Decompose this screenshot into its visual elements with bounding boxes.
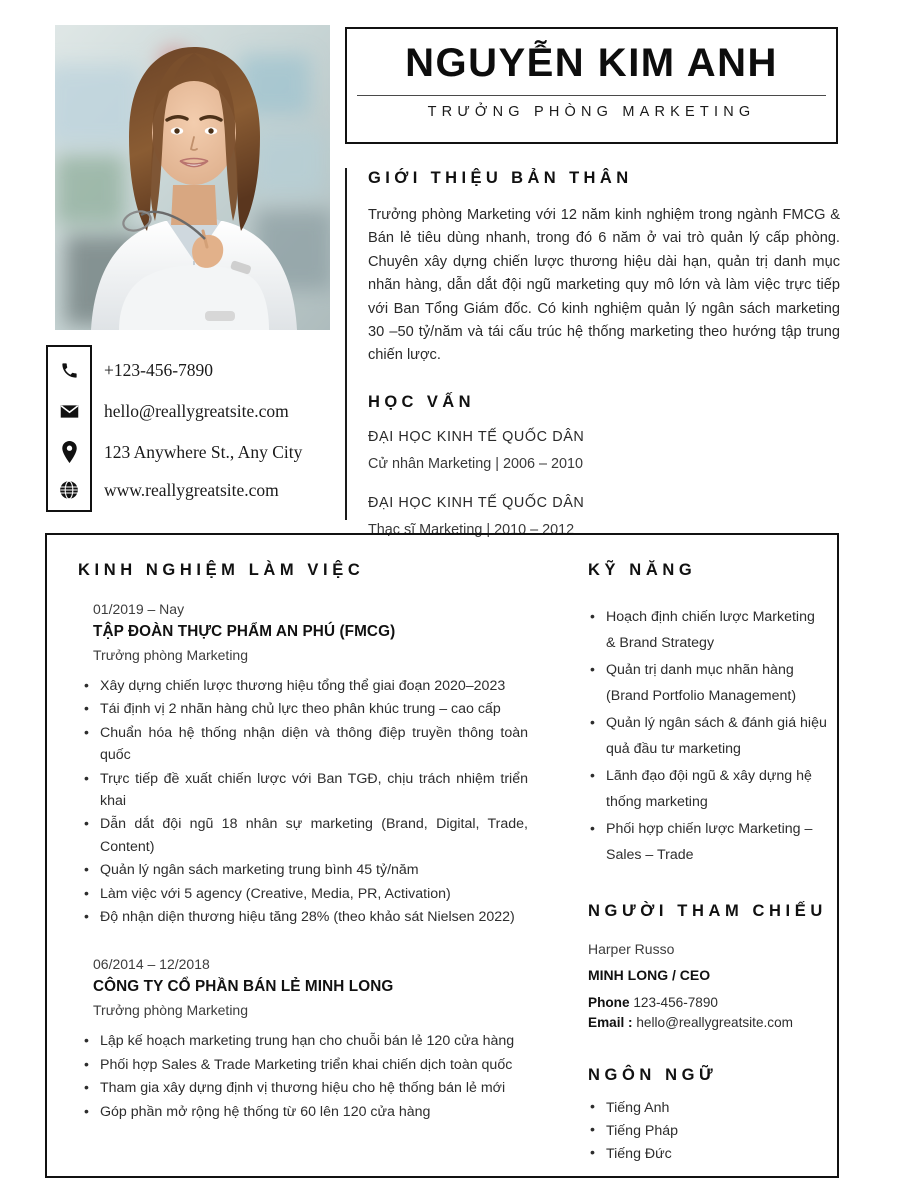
profile-photo [55, 25, 330, 330]
education-school: ĐẠI HỌC KINH TẾ QUỐC DÂN [368, 494, 585, 511]
experience-bullet: • Độ nhận diện thương hiệu tăng 28% (theo khảo sát Nielsen 2022) [78, 906, 528, 928]
language-item: • Tiếng Anh [588, 1097, 828, 1120]
education-item [368, 426, 848, 475]
contact-website-value: www.reallygreatsite.com [104, 479, 279, 500]
languages-list [588, 1097, 828, 1166]
skill-item: • Lãnh đạo đội ngũ & xây dựng hệ thống marketing [588, 764, 828, 815]
experience-bullet: • Xây dựng chiến lược thương hiệu tổng thể giai đoạn 2020–2023 [78, 675, 528, 697]
references-section-title: NGƯỜI THAM CHIẾU [588, 902, 827, 920]
experience-bullet: • Tham gia xây dựng định vị thương hiệu cho hệ thống bán lẻ mới [78, 1077, 528, 1099]
experience-column [78, 557, 528, 1124]
experience-bullet: • Lập kế hoạch marketing trung hạn cho chuỗi bán lẻ 120 cửa hàng [78, 1030, 528, 1052]
email-icon [46, 401, 92, 422]
education-section-title: HỌC VẤN [368, 392, 475, 411]
reference-email-value: hello@reallygreatsite.com [636, 1014, 793, 1030]
experience-bullet-list [78, 1030, 528, 1123]
experience-item [78, 954, 528, 1123]
experience-item [78, 599, 528, 928]
experience-section-title: KINH NGHIỆM LÀM VIỆC [78, 561, 365, 579]
experience-bullet: • Trực tiếp đề xuất chiến lược với Ban TGĐ, chịu trách nhiệm triển khai [78, 768, 528, 813]
contact-item-phone[interactable] [46, 349, 346, 391]
reference-phone-label: Phone [588, 995, 630, 1010]
experience-bullet: • Tái định vị 2 nhãn hàng chủ lực theo phân khúc trung – cao cấp [78, 698, 528, 720]
header-name-box [345, 27, 838, 144]
contact-item-website[interactable] [46, 469, 346, 511]
experience-company: TẬP ĐOÀN THỰC PHẨM AN PHÚ (FMCG) [93, 623, 396, 640]
reference-phone-value: 123-456-7890 [633, 995, 718, 1010]
skills-list [588, 605, 828, 868]
experience-bullet-list [78, 675, 528, 928]
experience-bullet: • Chuẩn hóa hệ thống nhận diện và thông điệp truyền thông toàn quốc [78, 722, 528, 767]
education-degree: Thạc sĩ Marketing | 2010 – 2012 [368, 521, 575, 538]
about-education-column [368, 166, 848, 541]
education-degree: Cử nhân Marketing | 2006 – 2010 [368, 455, 583, 472]
reference-email-row [588, 1013, 828, 1033]
profile-photo-image [55, 25, 330, 330]
globe-icon [46, 480, 92, 500]
phone-icon [46, 361, 92, 380]
skill-item: • Hoạch định chiến lược Marketing & Brand Strategy [588, 605, 828, 656]
location-pin-icon [46, 441, 92, 463]
about-section-title: GIỚI THIỆU BẢN THÂN [368, 169, 633, 187]
reference-phone-row [588, 993, 828, 1013]
contact-email-value: hello@reallygreatsite.com [104, 400, 289, 421]
reference-email-label: Email : [588, 1014, 633, 1030]
language-item: • Tiếng Pháp [588, 1120, 828, 1143]
contact-item-email[interactable] [46, 390, 346, 432]
experience-date: 06/2014 – 12/2018 [93, 956, 210, 973]
experience-bullet: • Làm việc với 5 agency (Creative, Media, PR, Activation) [78, 883, 528, 905]
experience-role: Trưởng phòng Marketing [93, 647, 248, 663]
skill-item: • Quản trị danh mục nhãn hàng (Brand Portfolio Management) [588, 658, 828, 709]
experience-company: CÔNG TY CỔ PHẦN BÁN LẺ MINH LONG [93, 978, 394, 996]
experience-date: 01/2019 – Nay [93, 601, 185, 617]
page-title: NGUYỄN KIM ANH [405, 41, 778, 85]
header-divider [357, 95, 826, 96]
reference-organization: MINH LONG / CEO [588, 967, 711, 983]
skill-item: • Quản lý ngân sách & đánh giá hiệu quả đầu tư marketing [588, 711, 828, 762]
reference-name: Harper Russo [588, 941, 675, 957]
language-item: • Tiếng Đức [588, 1143, 828, 1166]
education-school: ĐẠI HỌC KINH TẾ QUỐC DÂN [368, 428, 585, 445]
skill-item: • Phối hợp chiến lược Marketing – Sales – Trade [588, 817, 828, 868]
about-section-text: Trưởng phòng Marketing với 12 năm kinh nghiệm trong ngành FMCG & Bán lẻ tiêu dùng nhanh, trong đó 6 năm ở vai trò quản lý cấp phòng. Chuyên xây dựng chiến lược thương hiệu dài hạn, quản trị danh mục nhãn hàng, dẫn dắt đội ngũ marketing quy mô lớn và làm việc trực tiếp với Ban Tổng Giám đốc. Có kinh nghiệm quản lý ngân sách marketing 30 –50 tỷ/năm và tái cấu trúc hệ thống marketing theo hướng tập trung chiến lược. [368, 207, 840, 364]
contact-list [46, 345, 346, 512]
experience-role: Trưởng phòng Marketing [93, 1002, 248, 1019]
experience-bullet: • Góp phần mở rộng hệ thống từ 60 lên 120 cửa hàng [78, 1101, 528, 1123]
experience-bullet: • Dẫn dắt đội ngũ 18 nhân sự marketing (Brand, Digital, Trade, Content) [78, 813, 528, 858]
contact-item-address[interactable] [46, 431, 346, 473]
skills-section-title: KỸ NĂNG [588, 561, 697, 579]
experience-bullet: • Phối hợp Sales & Trade Marketing triển khai chiến dịch toàn quốc [78, 1054, 528, 1076]
experience-bullet: • Quản lý ngân sách marketing trung bình 45 tỷ/năm [78, 859, 528, 881]
contact-phone-value: +123-456-7890 [104, 359, 214, 380]
job-title-subtitle: TRƯỞNG PHÒNG MARKETING [427, 104, 756, 120]
contact-address-value: 123 Anywhere St., Any City [104, 441, 303, 462]
languages-section-title: NGÔN NGỮ [588, 1066, 718, 1084]
skills-references-languages-column [588, 557, 828, 1166]
